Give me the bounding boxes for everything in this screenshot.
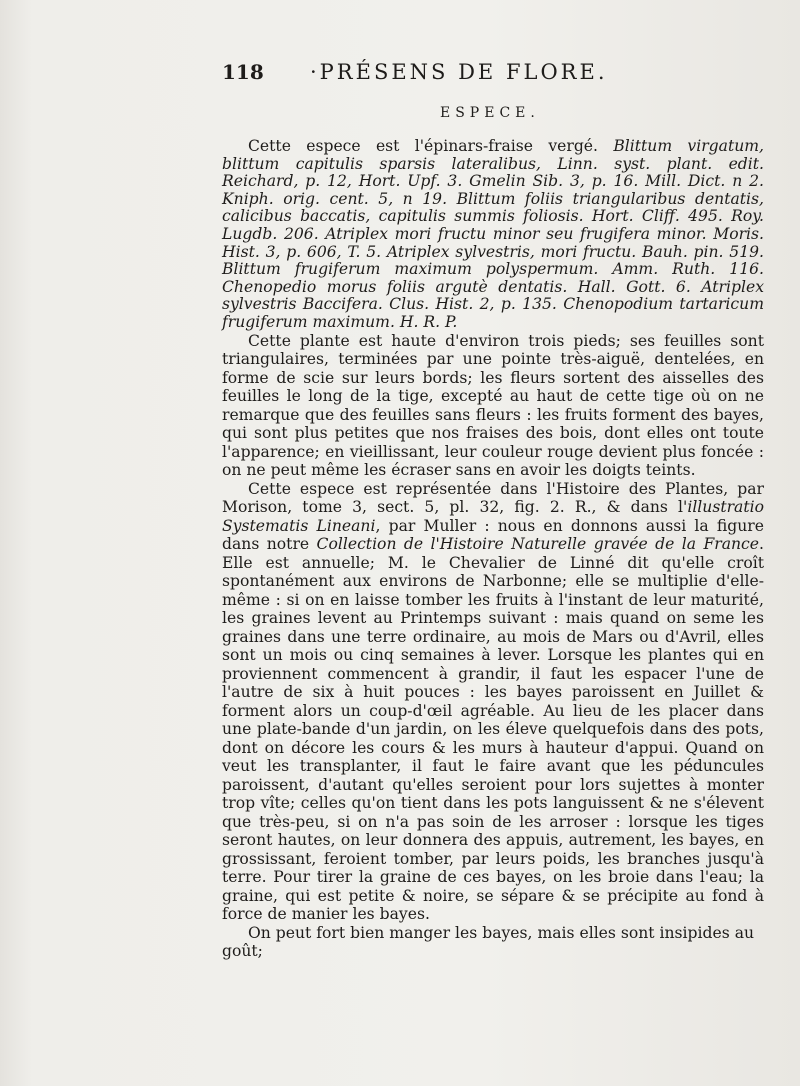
paragraph-cultivation	[222, 480, 764, 924]
paragraph-uses: On peut fort bien manger les bayes, mais elles sont insipides au goût;	[222, 923, 755, 961]
running-title: ·PRÉSENS DE FLORE.	[310, 60, 608, 84]
cultivation-text-c: , par Muller : nous en donnons aussi la figure dans notre	[222, 516, 764, 554]
cultivation-title-illustratio: illustratio Systematis Lineani	[222, 498, 764, 535]
page-number: 118	[222, 60, 264, 84]
paragraph-nomenclature	[222, 138, 764, 332]
cultivation-title-collection: Collection de l'Histoire Naturelle gravée de la France	[316, 535, 760, 554]
page-header	[222, 60, 652, 86]
body-text	[222, 138, 764, 961]
section-heading: ESPECE.	[440, 105, 540, 121]
paragraph-description: Cette plante est haute d'environ trois pieds; ses feuilles sont triangulaires, terminées par une pointe très-aiguë, dentelées, en forme de scie sur leurs bords; les fleurs sortent des aisselles des feuilles le long de la tige, excepté au haut de cette tige où on ne remarque que des feuilles sans fleurs : les fruits forment des bayes, qui sont plus petites que nos fraises des bois, dont elles ont toute l'apparence; en vieillissant, leur couleur rouge devient plus foncée : on ne peut même les écraser sans en avoir les doigts teints.	[222, 331, 764, 480]
botanical-references: Blittum virgatum, blittum capitulis sparsis lateralibus, Linn. syst. plant. edit. Reichard, p. 12, Hort. Upf. 3. Gmelin Sib. 3, p. 16. Mill. Dict. n 2. Kniph. orig. cent. 5, n 19. Blittum foliis triangularibus dentatis, calicibus baccatis, capitulis summis foliosis. Hort. Cliff. 495. Roy. Lugdb. 206. Atriplex mori fructu minor seu frugifera minor. Moris. Hist. 3, p. 606, T. 5. Atriplex sylvestris, mori fructu. Bauh. pin. 519. Blittum frugiferum maximum polyspermum. Amm. Ruth. 116. Chenopedio morus foliis argutè dentatis. Hall. Gott. 6. Atriplex sylvestris Baccifera. Clus. Hist. 2, p. 135. Chenopodium tartaricum frugiferum maximum. H. R. P.	[222, 137, 765, 331]
paragraph-intro: Cette espece est l'épinars-fraise vergé.	[248, 137, 614, 155]
cultivation-text-e: . Elle est annuelle; M. le Chevalier de Linné dit qu'elle croît spontanément aux environs de Narbonne; elle se multiplie d'elle-même : si on en laisse tomber les fruits à l'instant de leur maturité, les graines levent au Printemps suivant : mais quand on seme les graines dans une terre ordinaire, au mois de Mars ou d'Avril, elles sont un mois ou cinq semaines à lever. Lorsque les plantes qui en proviennent commencent à grandir, il faut les espacer l'une de l'autre de six à huit pouces : les bayes paroissent en Juillet & forment alors un coup-d'œil agréable. Au lieu de les placer dans une plate-bande d'un jardin, on les éleve quelquefois dans des pots, dont on décore les cours & les murs à hauteur d'appui. Quand on veut les transplanter, il faut le faire avant que les péduncules paroissent, d'autant qu'elles seroient pour lors sujettes à monter trop vîte; celles qu'on tient dans les pots languissent & ne s'élevent que très-peu, si on n'a pas soin de les arroser : lorsque les tiges seront hautes, on leur donnera des appuis, autrement, les bayes, en grossissant, feroient tomber, par leurs poids, les branches jusqu'à terre. Pour tirer la graine de ces bayes, on les broie dans l'eau; la graine, qui est petite & noire, se sépare & se précipite au fond à force de manier les bayes.	[222, 535, 764, 924]
cultivation-text-a: Cette espece est représentée dans l'Histoire des Plantes, par Morison, tome 3, sect. 5, pl. 32, fig. 2. R., & dans l'	[222, 479, 764, 517]
